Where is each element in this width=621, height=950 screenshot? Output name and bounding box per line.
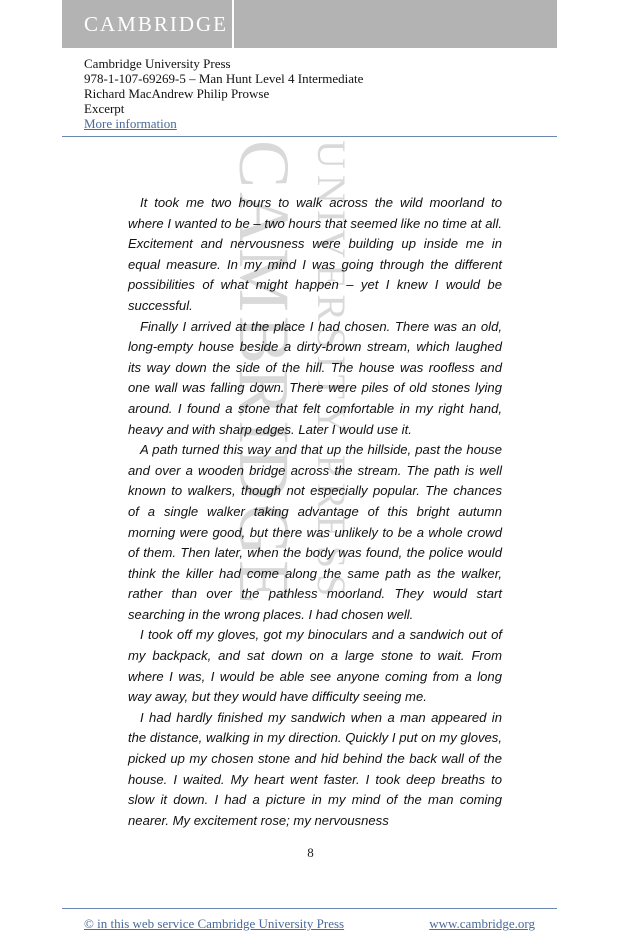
cambridge-site-link[interactable]: www.cambridge.org	[429, 916, 535, 931]
banner-divider	[232, 0, 234, 48]
book-metadata	[84, 56, 363, 131]
publisher-name: Cambridge University Press	[84, 56, 231, 71]
excerpt-body	[128, 193, 502, 831]
paragraph: I took off my gloves, got my binoculars and a sandwich out of my backpack, and sat down on a large stone to wait. From where I was, I would be able see anyone coming from a long way away, but they would have difficulty seeing me.	[128, 627, 502, 705]
watermark-university-press: UNIVERSITY PRESS	[309, 140, 354, 603]
cambridge-logo[interactable]: CAMBRIDGE	[84, 12, 229, 36]
watermark-cambridge: CAMBRIDGE	[224, 140, 304, 609]
page-number: 8	[307, 845, 314, 860]
paragraph: I had hardly finished my sandwich when a man appeared in the distance, walking in my direction. Quickly I put on my gloves, picked up my chosen stone and hid behind the back wall of the house. I waited. My heart went faster. I took deep breaths to slow it down. I had a picture in my mind of the man coming nearer. My excitement rose; my nervousness	[128, 709, 502, 828]
footer-divider	[62, 908, 557, 909]
excerpt-label: Excerpt	[84, 101, 125, 116]
paragraph: A path turned this way and that up the hillside, past the house and over a wooden bridge across the stream. The path is well known to walkers, though not especially popular. The chances of a single walker taking advantage of this bright autumn morning were good, but there was unlikely to be a whole crowd of them. Then later, when the body was found, the police would think the killer had come along the same path as the walker, rather than over the pathless moorland. They would start searching in the wrong places. I had chosen well.	[128, 442, 502, 622]
copyright-link[interactable]: © in this web service Cambridge University Press	[84, 916, 345, 931]
header-banner	[62, 0, 557, 48]
authors: Richard MacAndrew Philip Prowse	[84, 86, 270, 101]
paragraph: Finally I arrived at the place I had chosen. There was an old, long-empty house beside a dirty-brown stream, which laughed its way down the side of the hill. The house was roofless and one wall was falling down. There were piles of old stones lying around. I found a stone that felt comfortable in my right hand, heavy and with sharp edges. Later I would use it.	[128, 318, 502, 437]
paragraph: It took me two hours to walk across the wild moorland to where I wanted to be – two hours that seemed like no time at all. Excitement and nervousness were building up inside me in equal measure. In my mind I was going through the different possibilities of what might happen – yet I knew I would be successful.	[128, 195, 502, 313]
more-information-link[interactable]: More information	[84, 116, 177, 131]
isbn-title: 978-1-107-69269-5 – Man Hunt Level 4 Intermediate	[84, 71, 364, 86]
header-divider	[62, 136, 557, 137]
